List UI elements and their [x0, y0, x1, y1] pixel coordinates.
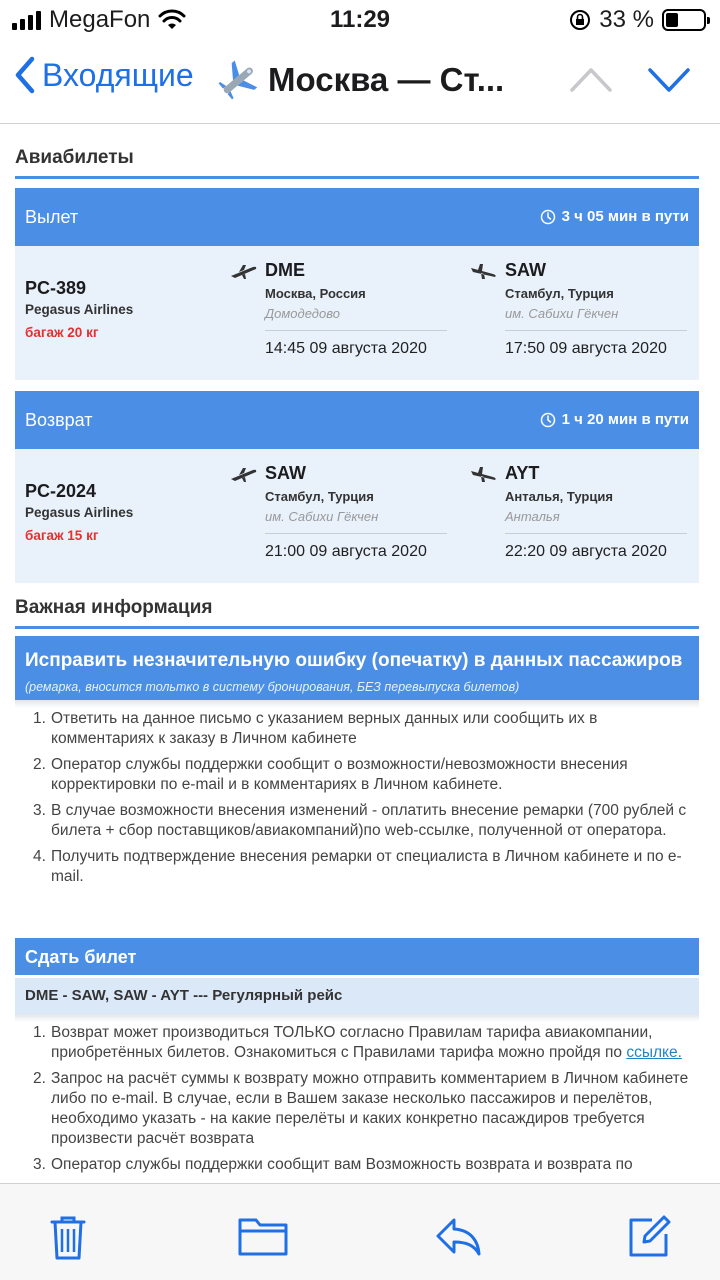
message-body[interactable]: [0, 125, 720, 1183]
airport-name: Домодедово: [265, 306, 340, 321]
list-item: 1. Возврат может производиться ТОЛЬКО согласно Правилам тарифа авиакомпании, приобретённых билетов. Ознакомиться с Правилами тарифа можно пройдя по ссылке.: [33, 1024, 682, 1061]
back-button[interactable]: [14, 56, 194, 94]
folder-icon[interactable]: [237, 1214, 289, 1258]
airline-name: Pegasus Airlines: [25, 302, 134, 317]
back-label: Входящие: [42, 56, 194, 93]
return-flight-details: [15, 449, 699, 583]
fix-typo-title: Исправить незначительную ошибку (опечатку) в данных пассажиров: [25, 650, 683, 671]
clock-icon: [540, 209, 556, 225]
list-item: 4. Получить подтверждение внесения ремарки от специалиста в Личном кабинете и по e-mail.: [33, 848, 682, 885]
flight-duration: [540, 208, 689, 225]
airport-city: Стамбул, Турция: [265, 489, 374, 504]
list-item: 2. Оператор службы поддержки сообщит о возможности/невозможности внесения корректировки по e-mail и в комментариях в Личном кабинете.: [33, 756, 628, 793]
departure-flight-details: [15, 246, 699, 380]
previous-message-button[interactable]: [568, 60, 614, 100]
list-item: 2. Запрос на расчёт суммы к возврату можно отправить комментарием в Личном кабинете либо по e-mail. В случае, если в Вашем заказе несколько пассажиров и перелётов, необходимо указать - на какие перелёты и каких конкретно пасаждиров требуется произвести расчёт возврата: [33, 1070, 689, 1147]
airport-code: SAW: [265, 463, 307, 483]
tickets-section-title: Авиабилеты: [15, 147, 134, 168]
landing-plane-icon: [470, 467, 498, 483]
airport-city: Москва, Россия: [265, 286, 366, 301]
step-text: Оператор службы поддержки сообщит о возможности/невозможности внесения корректировки по e-mail и в комментариях в Личном кабинете.: [51, 756, 628, 793]
step-text: Запрос на расчёт суммы к возврату можно отправить комментарием в Личном кабинете либо по e-mail. В случае, если в Вашем заказе несколько пассажиров и перелётов, необходимо указать - на какие перелёты и каких конкретно пасаждиров требуется произвести расчёт возврата: [51, 1070, 689, 1147]
takeoff-plane-icon: [230, 264, 258, 280]
box-shadow: [15, 1014, 699, 1022]
message-subject: [216, 60, 504, 100]
step-text: Получить подтверждение внесения ремарки от специалиста в Личном кабинете и по e-mail.: [51, 848, 682, 885]
battery-icon: [662, 9, 706, 31]
divider: [265, 533, 447, 534]
clock: 11:29: [329, 6, 391, 33]
route-text: DME - SAW, SAW - AYT --- Регулярный рейс: [25, 987, 343, 1004]
return-flight-header: [15, 391, 699, 449]
step-text: Возврат может производиться ТОЛЬКО согласно Правилам тарифа авиакомпании, приобретённых билетов. Ознакомиться с Правилами тарифа можно пройдя по: [51, 1024, 653, 1061]
flight-duration: [540, 411, 689, 428]
takeoff-plane-icon: [230, 467, 258, 483]
fix-typo-steps: [15, 709, 699, 893]
next-message-button[interactable]: [646, 60, 692, 100]
baggage-allowance: багаж 15 кг: [25, 528, 99, 543]
status-bar: [0, 0, 720, 40]
trash-icon[interactable]: [48, 1214, 88, 1262]
refund-header: [15, 938, 699, 975]
arrival-datetime: 22:20 09 августа 2020: [505, 543, 667, 560]
route-bar: [15, 978, 699, 1014]
refund-title: Сдать билет: [25, 947, 137, 967]
divider: [265, 330, 447, 331]
refund-steps: [15, 1023, 699, 1181]
list-item: 3. В случае возможности внесения изменений - оплатить внесение ремарки (700 рублей с билета + сбор поставщиков/авиакомпаний)по web-ссылке, полученной от оператора.: [33, 802, 687, 839]
bottom-toolbar: [0, 1183, 720, 1280]
arrival-datetime: 17:50 09 августа 2020: [505, 340, 667, 357]
fix-typo-subtitle: (ремарка, вносится тольтко в систему бронирования, БЕЗ перевыпуска билетов): [25, 680, 520, 694]
divider: [505, 330, 687, 331]
battery-percent: 33 %: [599, 6, 654, 33]
list-item: 3. Оператор службы поддержки сообщит вам Возможность возврата и возврата по: [33, 1156, 633, 1173]
flight-direction-label: Возврат: [25, 410, 93, 430]
airport-code: AYT: [505, 463, 540, 483]
info-section-title: Важная информация: [15, 597, 213, 618]
airport-city: Анталья, Турция: [505, 489, 613, 504]
list-item: 1. Ответить на данное письмо с указанием верных данных или сообщить их в комментариях к заказу в Личном кабинете: [33, 710, 598, 747]
departure-datetime: 14:45 09 августа 2020: [265, 340, 427, 357]
step-text: Ответить на данное письмо с указанием верных данных или сообщить их в комментариях к заказу в Личном кабинете: [51, 710, 598, 747]
box-shadow: [15, 700, 699, 708]
airport-name: Анталья: [505, 509, 560, 524]
duration-text: 1 ч 20 мин в пути: [561, 411, 689, 428]
departure-datetime: 21:00 09 августа 2020: [265, 543, 427, 560]
airline-name: Pegasus Airlines: [25, 505, 134, 520]
compose-icon[interactable]: [626, 1214, 672, 1260]
clock-icon: [540, 412, 556, 428]
landing-plane-icon: [470, 264, 498, 280]
airport-city: Стамбул, Турция: [505, 286, 614, 301]
step-text: В случае возможности внесения изменений - оплатить внесение ремарки (700 рублей с билета + сбор поставщиков/авиакомпаний)по web-ссылке, полученной от оператора.: [51, 802, 687, 839]
reply-icon[interactable]: [434, 1214, 482, 1258]
divider: [505, 533, 687, 534]
subject-text: Москва — Ст...: [268, 61, 505, 98]
airplane-emoji-icon: [216, 60, 260, 100]
fix-typo-header: [15, 636, 699, 700]
flight-number: PC-389: [25, 278, 87, 298]
duration-text: 3 ч 05 мин в пути: [561, 208, 689, 225]
chevron-left-icon: [14, 56, 36, 94]
carrier-name: MegaFon: [49, 6, 151, 33]
tariff-rules-link[interactable]: ссылке.: [626, 1044, 682, 1061]
orientation-lock-icon: [569, 9, 591, 31]
airport-name: им. Сабихи Гёкчен: [265, 509, 379, 524]
baggage-allowance: багаж 20 кг: [25, 325, 99, 340]
airport-code: DME: [265, 260, 305, 280]
step-text: Оператор службы поддержки сообщит вам Возможность возврата и возврата по: [51, 1156, 633, 1173]
flight-direction-label: Вылет: [25, 207, 79, 227]
airport-name: им. Сабихи Гёкчен: [505, 306, 619, 321]
departure-flight-header: [15, 188, 699, 246]
section-divider: [15, 626, 699, 629]
airport-code: SAW: [505, 260, 547, 280]
section-divider: [15, 176, 699, 179]
flight-number: PC-2024: [25, 481, 97, 501]
navigation-bar: [0, 40, 720, 124]
